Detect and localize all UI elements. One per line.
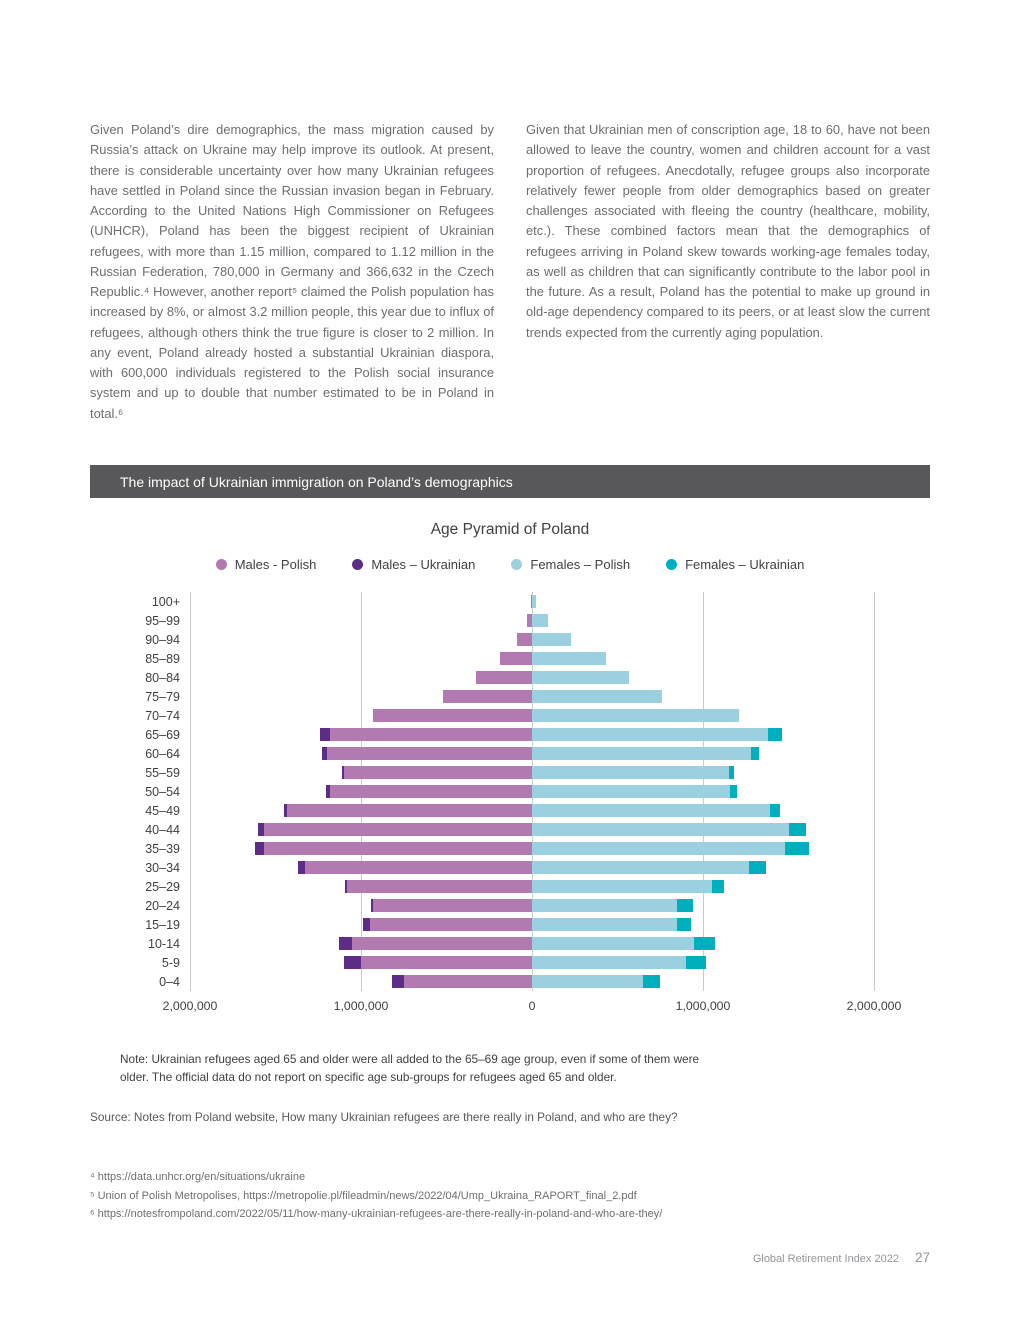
males-bar [190, 842, 532, 855]
section-banner-title: The impact of Ukrainian immigration on Poland’s demographics [120, 473, 513, 490]
age-group-label: 25–29 [145, 879, 180, 894]
females-polish-segment [532, 880, 712, 893]
pyramid-plot-row [190, 823, 874, 836]
females-polish-segment [532, 937, 694, 950]
females-ukrainian-segment [751, 747, 760, 760]
males-polish-segment [443, 690, 532, 703]
females-bar [532, 899, 874, 912]
age-group-label: 100+ [151, 594, 180, 609]
males-bar [190, 880, 532, 893]
males-bar [190, 595, 532, 608]
pyramid-plot-row [190, 614, 874, 627]
age-group-label: 75–79 [145, 689, 180, 704]
males-bar [190, 728, 532, 741]
females-polish-segment [532, 766, 729, 779]
females-bar [532, 614, 874, 627]
pyramid-row [90, 630, 930, 649]
females-bar [532, 823, 874, 836]
pyramid-row [90, 820, 930, 839]
pyramid-row [90, 763, 930, 782]
males-polish-segment [287, 804, 532, 817]
males-bar [190, 975, 532, 988]
males-polish-segment [264, 842, 532, 855]
males-bar [190, 823, 532, 836]
age-group-label: 10-14 [148, 936, 180, 951]
females-polish-segment [532, 823, 789, 836]
females-bar [532, 956, 874, 969]
females-bar [532, 918, 874, 931]
footnote-6: ⁶ https://notesfrompoland.com/2022/05/11/how-many-ukrainian-refugees-are-there-really-in-poland-and-who-are-they/ [90, 1208, 663, 1221]
age-pyramid [90, 592, 930, 1017]
pyramid-row [90, 687, 930, 706]
females-bar [532, 595, 874, 608]
females-bar [532, 785, 874, 798]
males-bar [190, 690, 532, 703]
pyramid-row [90, 953, 930, 972]
males-bar [190, 861, 532, 874]
age-group-label: 85–89 [145, 651, 180, 666]
males-bar [190, 747, 532, 760]
source-line: Source: Notes from Poland website, How many Ukrainian refugees are there really in Poland, and who are they? [90, 1110, 678, 1125]
legend-item-males-ukrainian [352, 557, 475, 572]
age-group-label: 90–94 [145, 632, 180, 647]
age-group-label: 65–69 [145, 727, 180, 742]
age-group-label: 70–74 [145, 708, 180, 723]
males-polish-segment [373, 709, 532, 722]
age-group-label: 15–19 [145, 917, 180, 932]
females-polish-segment [532, 956, 686, 969]
males-bar [190, 899, 532, 912]
pyramid-row [90, 934, 930, 953]
females-bar [532, 652, 874, 665]
pyramid-row [90, 839, 930, 858]
pyramid-row [90, 668, 930, 687]
pyramid-row [90, 782, 930, 801]
page-footer [753, 1250, 930, 1265]
legend-item-females-polish [511, 557, 630, 572]
pyramid-row [90, 725, 930, 744]
females-polish-segment [532, 747, 751, 760]
females-bar [532, 937, 874, 950]
females-ukrainian-segment [730, 785, 737, 798]
pyramid-plot-row [190, 918, 874, 931]
pyramid-plot-row [190, 728, 874, 741]
males-bar [190, 633, 532, 646]
x-tick-label: 2,000,000 [162, 999, 218, 1013]
females-polish-segment [532, 861, 749, 874]
pyramid-plot-row [190, 842, 874, 855]
pyramid-plot-row [190, 804, 874, 817]
pyramid-plot-row [190, 747, 874, 760]
footnote-4: ⁴ https://data.unhcr.org/en/situations/ukraine [90, 1171, 306, 1183]
males-bar [190, 709, 532, 722]
males-ukrainian-segment [298, 861, 305, 874]
pyramid-row [90, 877, 930, 896]
males-polish-segment [517, 633, 532, 646]
males-ukrainian-segment [392, 975, 404, 988]
females-ukrainian-segment [789, 823, 806, 836]
x-tick-label: 2,000,000 [846, 999, 902, 1013]
pyramid-row [90, 592, 930, 611]
females-polish-segment [532, 842, 785, 855]
age-group-label: 60–64 [145, 746, 180, 761]
females-bar [532, 747, 874, 760]
females-polish-segment [532, 595, 536, 608]
age-group-label: 55–59 [145, 765, 180, 780]
age-group-label: 0–4 [159, 974, 180, 989]
x-tick-label: 0 [528, 999, 536, 1013]
females-bar [532, 880, 874, 893]
legend-dot-icon [216, 559, 227, 570]
pyramid-row [90, 611, 930, 630]
chart-title: Age Pyramid of Poland [430, 521, 590, 538]
pyramid-row [90, 896, 930, 915]
pyramid-plot-row [190, 861, 874, 874]
footnote-5: ⁵ Union of Polish Metropolises, https://metropolie.pl/fileadmin/news/2022/04/Ump_Ukraina_RAPORT_final_2.pdf [90, 1189, 637, 1202]
age-group-label: 30–34 [145, 860, 180, 875]
males-bar [190, 766, 532, 779]
females-ukrainian-segment [749, 861, 766, 874]
males-bar [190, 804, 532, 817]
x-tick-label: 1,000,000 [333, 999, 389, 1013]
males-ukrainian-segment [363, 918, 370, 931]
legend-dot-icon [511, 559, 522, 570]
pyramid-plot-row [190, 671, 874, 684]
section-banner [90, 465, 930, 498]
females-polish-segment [532, 709, 739, 722]
pyramid-plot-row [190, 709, 874, 722]
females-ukrainian-segment [768, 728, 782, 741]
females-ukrainian-segment [686, 956, 707, 969]
pyramid-plot-row [190, 633, 874, 646]
females-polish-segment [532, 690, 662, 703]
legend-label: Males - Polish [234, 557, 317, 572]
females-bar [532, 842, 874, 855]
males-polish-segment [404, 975, 532, 988]
males-bar [190, 614, 532, 627]
legend-dot-icon [352, 559, 363, 570]
males-bar [190, 652, 532, 665]
females-polish-segment [532, 728, 768, 741]
body-text-columns [90, 120, 930, 424]
males-polish-segment [352, 937, 532, 950]
females-ukrainian-segment [729, 766, 734, 779]
pyramid-row [90, 915, 930, 934]
females-polish-segment [532, 614, 548, 627]
pyramid-plot-row [190, 766, 874, 779]
males-polish-segment [330, 785, 532, 798]
females-ukrainian-segment [677, 899, 692, 912]
chart-legend [90, 557, 930, 572]
males-bar [190, 937, 532, 950]
age-group-label: 35–39 [145, 841, 180, 856]
pyramid-row [90, 858, 930, 877]
pyramid-plot-row [190, 975, 874, 988]
footer-report-title: Global Retirement Index 2022 [752, 1253, 899, 1265]
females-bar [532, 861, 874, 874]
pyramid-row [90, 972, 930, 991]
pyramid-plot-row [190, 652, 874, 665]
age-pyramid-chart [90, 515, 930, 1124]
females-polish-segment [532, 671, 629, 684]
males-ukrainian-segment [339, 937, 353, 950]
males-polish-segment [330, 728, 532, 741]
females-ukrainian-segment [770, 804, 780, 817]
females-polish-segment [532, 652, 606, 665]
age-group-label: 50–54 [145, 784, 180, 799]
chart-note: Note: Ukrainian refugees aged 65 and older were all added to the 65–69 age group, even if some of them were older. The official data do not report on specific age sub-groups for refugees aged 65 and older. [120, 1052, 700, 1084]
females-bar [532, 633, 874, 646]
pyramid-plot-row [190, 690, 874, 703]
females-polish-segment [532, 899, 677, 912]
females-polish-segment [532, 633, 571, 646]
females-bar [532, 804, 874, 817]
body-paragraph-right: Given that Ukrainian men of conscription age, 18 to 60, have not been allowed to leave the country, women and children account for a vast proportion of refugees. Anecdotally, refugee groups also incorporate relatively fewer people from older demographics based on greater challenges associated with fleeing the country (healthcare, mobility, etc.). These combined factors mean that the demographics of refugees arriving in Poland skew towards working-age females today, as well as children that can significantly contribute to the labor pool in the future. As a result, Poland has the potential to make up ground in old-age dependency compared to its peers, or at least slow the current trends expected from the currently aging population. [526, 122, 930, 340]
males-polish-segment [327, 747, 532, 760]
age-group-label: 45–49 [145, 803, 180, 818]
females-ukrainian-segment [785, 842, 809, 855]
pyramid-plot-row [190, 785, 874, 798]
pyramid-plot-row [190, 880, 874, 893]
females-polish-segment [532, 804, 770, 817]
legend-dot-icon [666, 559, 677, 570]
females-bar [532, 728, 874, 741]
males-polish-segment [476, 671, 532, 684]
pyramid-rows [90, 592, 930, 991]
body-paragraph-left: Given Poland’s dire demographics, the mass migration caused by Russia’s attack on Ukraine may help improve its outlook. At present, there is considerable uncertainty over how many Ukrainian refugees have settled in Poland since the Russian invasion began in February. According to the United Nations High Commissioner on Refugees (UNHCR), Poland has been the biggest recipient of Ukrainian refugees, with more than 1.15 million, compared to 1.12 million in the Russian Federation, 780,000 in Germany and 366,632 in the Czech Republic.⁴ However, another report⁵ claimed the Polish population has increased by 8%, or almost 3.2 million people, this year due to influx of refugees, although others think the true figure is closer to 2 million. In any event, Poland already hosted a substantial Ukrainian diaspora, with 600,000 individuals registered to the Polish social insurance system and up to double that number estimated to be in Poland in total.⁶ [90, 122, 494, 421]
females-ukrainian-segment [677, 918, 691, 931]
legend-item-males-polish [216, 557, 317, 572]
pyramid-plot-row [190, 956, 874, 969]
age-group-label: 5-9 [161, 955, 180, 970]
pyramid-plot-row [190, 899, 874, 912]
males-polish-segment [344, 766, 532, 779]
pyramid-row [90, 649, 930, 668]
x-tick-label: 1,000,000 [675, 999, 731, 1013]
pyramid-plot-row [190, 595, 874, 608]
age-group-label: 95–99 [145, 613, 180, 628]
females-bar [532, 975, 874, 988]
age-group-label: 80–84 [145, 670, 180, 685]
females-polish-segment [532, 918, 677, 931]
males-ukrainian-segment [344, 956, 361, 969]
females-bar [532, 766, 874, 779]
females-bar [532, 690, 874, 703]
females-ukrainian-segment [694, 937, 715, 950]
legend-label: Females – Ukrainian [685, 557, 805, 572]
females-ukrainian-segment [712, 880, 724, 893]
males-bar [190, 918, 532, 931]
legend-item-females-ukrainian [666, 557, 804, 572]
females-bar [532, 671, 874, 684]
females-polish-segment [532, 785, 730, 798]
females-polish-segment [532, 975, 643, 988]
pyramid-row [90, 801, 930, 820]
males-polish-segment [305, 861, 532, 874]
males-polish-segment [361, 956, 532, 969]
females-ukrainian-segment [643, 975, 660, 988]
males-polish-segment [264, 823, 532, 836]
legend-label: Females – Polish [530, 557, 631, 572]
age-group-label: 40–44 [145, 822, 180, 837]
males-ukrainian-segment [320, 728, 330, 741]
age-group-label: 20–24 [145, 898, 180, 913]
pyramid-row [90, 744, 930, 763]
males-ukrainian-segment [255, 842, 264, 855]
males-bar [190, 785, 532, 798]
males-polish-segment [370, 918, 532, 931]
pyramid-plot-row [190, 937, 874, 950]
legend-label: Males – Ukrainian [371, 557, 476, 572]
pyramid-row [90, 706, 930, 725]
males-bar [190, 956, 532, 969]
footer-page-number: 27 [914, 1250, 930, 1265]
males-polish-segment [347, 880, 532, 893]
footnotes [90, 1168, 662, 1224]
males-bar [190, 671, 532, 684]
x-axis-ticks [162, 999, 902, 1017]
females-bar [532, 709, 874, 722]
males-polish-segment [373, 899, 532, 912]
males-polish-segment [500, 652, 532, 665]
